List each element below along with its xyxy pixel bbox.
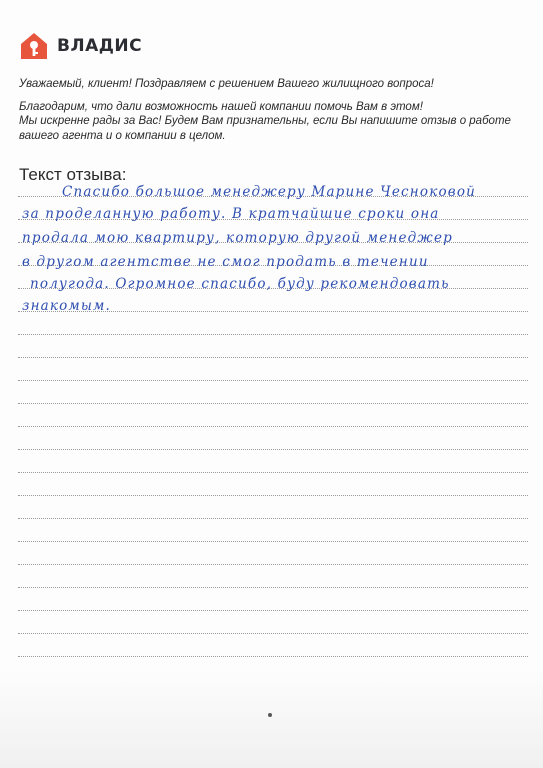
company-logo: [19, 31, 142, 61]
review-line: знакомым.: [22, 298, 111, 314]
review-line: продала мою квартиру, которую другой менеджер: [22, 230, 453, 246]
writing-line: [18, 587, 528, 588]
writing-line: [18, 403, 528, 404]
writing-line: [18, 564, 528, 565]
writing-line: [18, 610, 528, 611]
thanks-text-line-2: Мы искренне рады за Вас! Будем Вам признательны, если Вы напишите отзыв о работе: [19, 115, 511, 127]
thanks-text-line-3: вашего агента и о компании в целом.: [19, 130, 226, 142]
writing-line: [18, 449, 528, 450]
writing-line: [18, 495, 528, 496]
house-key-icon: [19, 31, 49, 61]
review-heading: Текст отзыва:: [19, 165, 127, 184]
writing-line: [18, 334, 528, 335]
review-line: за проделанную работу. В кратчайшие сроки она: [22, 206, 440, 222]
writing-line: [18, 472, 528, 473]
thanks-text-line-1: Благодарим, что дали возможность нашей компании помочь Вам в этом!: [19, 101, 423, 113]
scan-shadow: [0, 668, 543, 768]
review-line: в другом агентстве не смог продать в течении: [22, 254, 429, 270]
writing-line: [18, 541, 528, 542]
writing-line: [18, 357, 528, 358]
review-line: Спасибо большое менеджеру Марине Чесноковой: [62, 184, 477, 200]
greeting-text: Уважаемый, клиент! Поздравляем с решением Вашего жилищного вопроса!: [19, 78, 434, 90]
handwritten-review: [22, 180, 522, 320]
review-line: полугода. Огромное спасибо, буду рекомендовать: [30, 276, 450, 292]
writing-line: [18, 518, 528, 519]
company-name: ВЛАДИС: [57, 36, 143, 56]
writing-line: [18, 633, 528, 634]
writing-line: [18, 656, 528, 657]
writing-line: [18, 380, 528, 381]
writing-line: [18, 426, 528, 427]
